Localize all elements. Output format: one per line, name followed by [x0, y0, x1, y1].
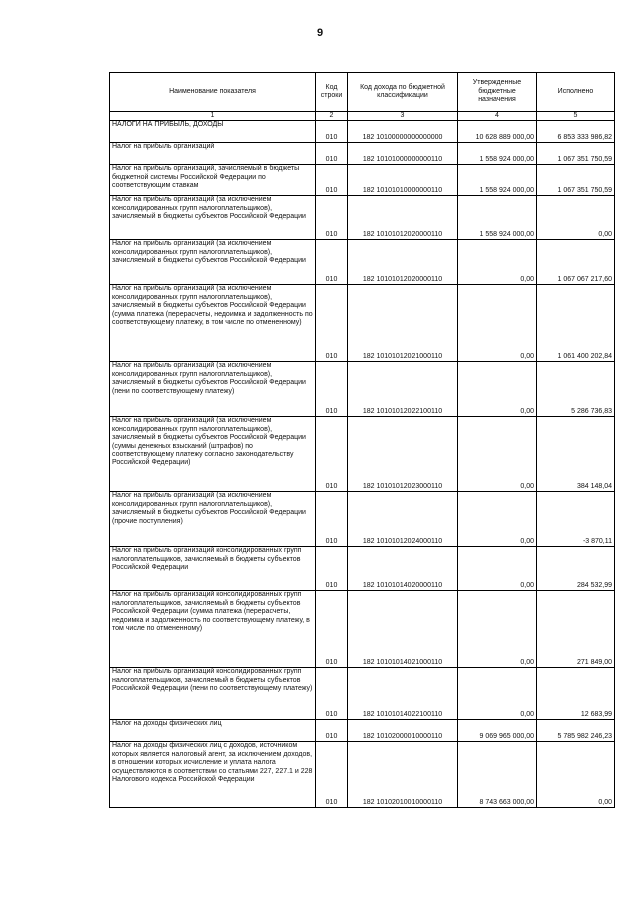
- page-number: 9: [316, 27, 324, 39]
- row-budget-code: 182 10101012023000110: [348, 417, 458, 492]
- header-executed: Исполнено: [537, 73, 615, 112]
- row-executed: 271 849,00: [537, 591, 615, 668]
- row-executed: 384 148,04: [537, 417, 615, 492]
- row-executed: 1 067 351 750,59: [537, 165, 615, 196]
- row-budget-code: 182 10101012024000110: [348, 492, 458, 547]
- row-executed: 0,00: [537, 742, 615, 808]
- row-name: Налог на прибыль организаций: [110, 143, 316, 165]
- table-row: [110, 547, 615, 591]
- row-name: Налог на прибыль организаций (за исключением консолидированных групп налогоплательщиков), зачисляемый в бюджеты субъектов Российской Федерации (сумма платежа (перерасчеты, недоимка и задолженность по соответствующему платежу, в том числе по отмененному): [110, 285, 316, 362]
- row-executed: 1 067 067 217,60: [537, 240, 615, 285]
- table-row: [110, 492, 615, 547]
- row-budget-code: 182 10101000000000110: [348, 143, 458, 165]
- row-approved: 0,00: [458, 591, 537, 668]
- row-line-code: 010: [316, 668, 348, 720]
- header-line-code: Код строки: [316, 73, 348, 112]
- row-executed: 1 061 400 202,84: [537, 285, 615, 362]
- table-row: [110, 417, 615, 492]
- row-name: Налог на прибыль организаций (за исключением консолидированных групп налогоплательщиков), зачисляемый в бюджеты субъектов Российской Федерации (пени по соответствующему платежу): [110, 362, 316, 417]
- row-budget-code: 182 10100000000000000: [348, 121, 458, 143]
- row-name: Налог на прибыль организаций консолидированных групп налогоплательщиков, зачисляемый в бюджеты субъектов Российской Федерации (сумма платежа (перерасчеты, недоимка и задолженность по соответствующему платежу, в том числе по отмененному): [110, 591, 316, 668]
- column-number: 4: [458, 112, 537, 121]
- row-name: Налог на доходы физических лиц: [110, 720, 316, 742]
- table-row: [110, 362, 615, 417]
- row-approved: 0,00: [458, 417, 537, 492]
- row-executed: 1 067 351 750,59: [537, 143, 615, 165]
- row-name: Налог на прибыль организаций (за исключением консолидированных групп налогоплательщиков), зачисляемый в бюджеты субъектов Российской Федерации (суммы денежных взысканий (штрафов) по соответствующему платежу согласно законодательству Российской Федерации): [110, 417, 316, 492]
- row-approved: 10 628 889 000,00: [458, 121, 537, 143]
- row-line-code: 010: [316, 492, 348, 547]
- row-executed: 6 853 333 986,82: [537, 121, 615, 143]
- row-executed: 5 286 736,83: [537, 362, 615, 417]
- row-approved: 0,00: [458, 547, 537, 591]
- row-approved: 1 558 924 000,00: [458, 165, 537, 196]
- row-executed: 12 683,99: [537, 668, 615, 720]
- row-line-code: 010: [316, 240, 348, 285]
- header-approved: Утвержденные бюджетные назначения: [458, 73, 537, 112]
- table-row: [110, 240, 615, 285]
- table-row: [110, 121, 615, 143]
- row-name: Налог на прибыль организаций (за исключением консолидированных групп налогоплательщиков), зачисляемый в бюджеты субъектов Российской Федерации: [110, 196, 316, 240]
- column-number-row: [110, 112, 615, 121]
- row-name: Налог на прибыль организаций консолидированных групп налогоплательщиков, зачисляемый в бюджеты субъектов Российской Федерации: [110, 547, 316, 591]
- row-budget-code: 182 10101014020000110: [348, 547, 458, 591]
- row-budget-code: 182 10101010000000110: [348, 165, 458, 196]
- row-executed: 284 532,99: [537, 547, 615, 591]
- column-number: 3: [348, 112, 458, 121]
- row-executed: -3 870,11: [537, 492, 615, 547]
- row-approved: 8 743 663 000,00: [458, 742, 537, 808]
- row-line-code: 010: [316, 196, 348, 240]
- row-line-code: 010: [316, 143, 348, 165]
- row-line-code: 010: [316, 591, 348, 668]
- row-budget-code: 182 10102000010000110: [348, 720, 458, 742]
- column-number: 1: [110, 112, 316, 121]
- row-budget-code: 182 10101014022100110: [348, 668, 458, 720]
- header-budget-code: Код дохода по бюджетной классификации: [348, 73, 458, 112]
- row-line-code: 010: [316, 742, 348, 808]
- row-line-code: 010: [316, 362, 348, 417]
- row-budget-code: 182 10101014021000110: [348, 591, 458, 668]
- row-line-code: 010: [316, 165, 348, 196]
- row-approved: 0,00: [458, 240, 537, 285]
- row-approved: 0,00: [458, 362, 537, 417]
- row-approved: 9 069 965 000,00: [458, 720, 537, 742]
- row-budget-code: 182 10101012020000110: [348, 240, 458, 285]
- row-budget-code: 182 10101012020000110: [348, 196, 458, 240]
- row-approved: 0,00: [458, 492, 537, 547]
- row-line-code: 010: [316, 720, 348, 742]
- row-approved: 0,00: [458, 668, 537, 720]
- row-name: Налог на прибыль организаций (за исключением консолидированных групп налогоплательщиков), зачисляемый в бюджеты субъектов Российской Федерации: [110, 240, 316, 285]
- table-row: [110, 196, 615, 240]
- row-budget-code: 182 10101012021000110: [348, 285, 458, 362]
- table-row: [110, 285, 615, 362]
- table-row: [110, 720, 615, 742]
- row-name: НАЛОГИ НА ПРИБЫЛЬ, ДОХОДЫ: [110, 121, 316, 143]
- row-name: Налог на прибыль организаций консолидированных групп налогоплательщиков, зачисляемый в бюджеты субъектов Российской Федерации (пени по соответствующему платежу): [110, 668, 316, 720]
- table-row: [110, 143, 615, 165]
- row-line-code: 010: [316, 547, 348, 591]
- row-name: Налог на доходы физических лиц с доходов, источником которых является налоговый агент, за исключением доходов, в отношении которых исчисление и уплата налога осуществляются в соответствии со статьями 227, 227.1 и 228 Налогового кодекса Российской Федерации: [110, 742, 316, 808]
- column-number: 5: [537, 112, 615, 121]
- row-budget-code: 182 10101012022100110: [348, 362, 458, 417]
- row-approved: 0,00: [458, 285, 537, 362]
- row-line-code: 010: [316, 121, 348, 143]
- row-line-code: 010: [316, 417, 348, 492]
- revenue-execution-table: [109, 72, 615, 808]
- row-name: Налог на прибыль организаций (за исключением консолидированных групп налогоплательщиков), зачисляемый в бюджеты субъектов Российской Федерации (прочие поступления): [110, 492, 316, 547]
- row-approved: 1 558 924 000,00: [458, 196, 537, 240]
- header-indicator-name: Наименование показателя: [110, 73, 316, 112]
- column-number: 2: [316, 112, 348, 121]
- table-row: [110, 668, 615, 720]
- row-budget-code: 182 10102010010000110: [348, 742, 458, 808]
- table-header-row: [110, 73, 615, 112]
- row-name: Налог на прибыль организаций, зачисляемый в бюджеты бюджетной системы Российской Федерации по соответствующим ставкам: [110, 165, 316, 196]
- row-executed: 0,00: [537, 196, 615, 240]
- table-row: [110, 165, 615, 196]
- row-executed: 5 785 982 246,23: [537, 720, 615, 742]
- table-row: [110, 591, 615, 668]
- table-row: [110, 742, 615, 808]
- row-line-code: 010: [316, 285, 348, 362]
- row-approved: 1 558 924 000,00: [458, 143, 537, 165]
